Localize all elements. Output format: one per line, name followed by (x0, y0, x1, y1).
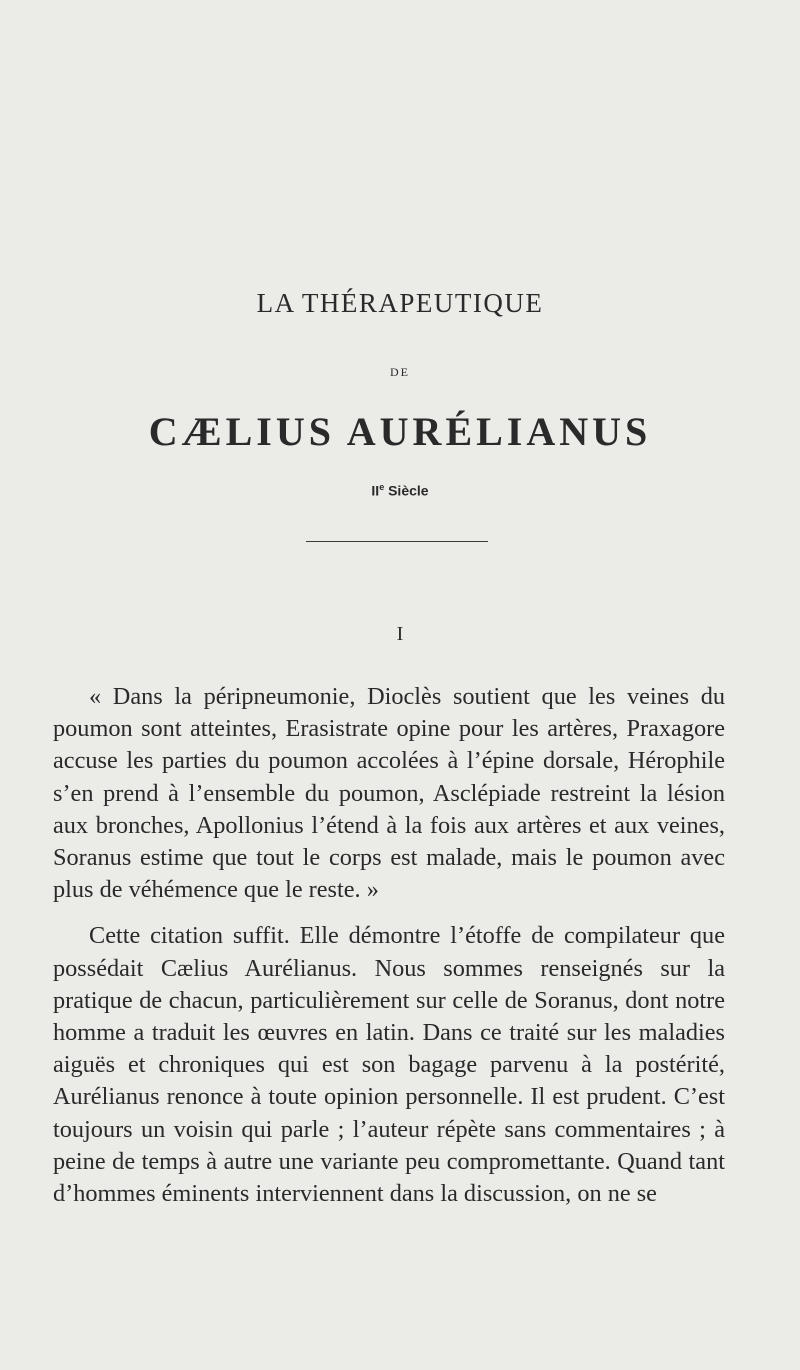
century-suffix: e (379, 482, 385, 492)
page-title: CÆLIUS AURÉLIANUS (148, 409, 652, 454)
paragraph-quote: « Dans la péripneumonie, Dioclès soutient que les veines du poumon sont atteintes, Erasistrate opine pour les artères, Praxagore accuse les parties du poumon accolées à l’épine dorsale, Hérophile s’en prend à l’ensemble du poumon, Asclépiade restreint la lésion aux bronches, Apollonius l’étend à la fois aux artères et aux veines, Soranus estime que tout le corps est malade, mais le poumon avec plus de véhémence que le reste. » (53, 683, 725, 904)
heading-de: DE (390, 365, 410, 379)
title-divider (306, 541, 488, 542)
paragraph-commentary: Cette citation suffit. Elle démontre l’étoffe de compilateur que possédait Cælius Aurélianus. Nous sommes renseignés sur la pratique de chacun, particulièrement sur celle de Soranus, dont notre homme a traduit les œuvres en latin. Dans ce traité sur les maladies aiguës et chroniques qui est son bagage parvenu à la postérité, Aurélianus renonce à toute opinion personnelle. Il est prudent. C’est toujours un voisin qui parle ; l’auteur répète sans commentaires ; à peine de temps à autre une variante peu compromettante. Quand tant d’hommes éminents interviennent dans la discussion, on ne se (53, 922, 725, 1208)
section-number: I (396, 623, 404, 645)
century-label (0, 482, 800, 499)
heading-kicker: LA THÉRAPEUTIQUE (256, 288, 544, 318)
body-text (53, 681, 725, 1210)
century-word: Siècle (388, 482, 429, 499)
century-numeral: II (371, 482, 380, 499)
